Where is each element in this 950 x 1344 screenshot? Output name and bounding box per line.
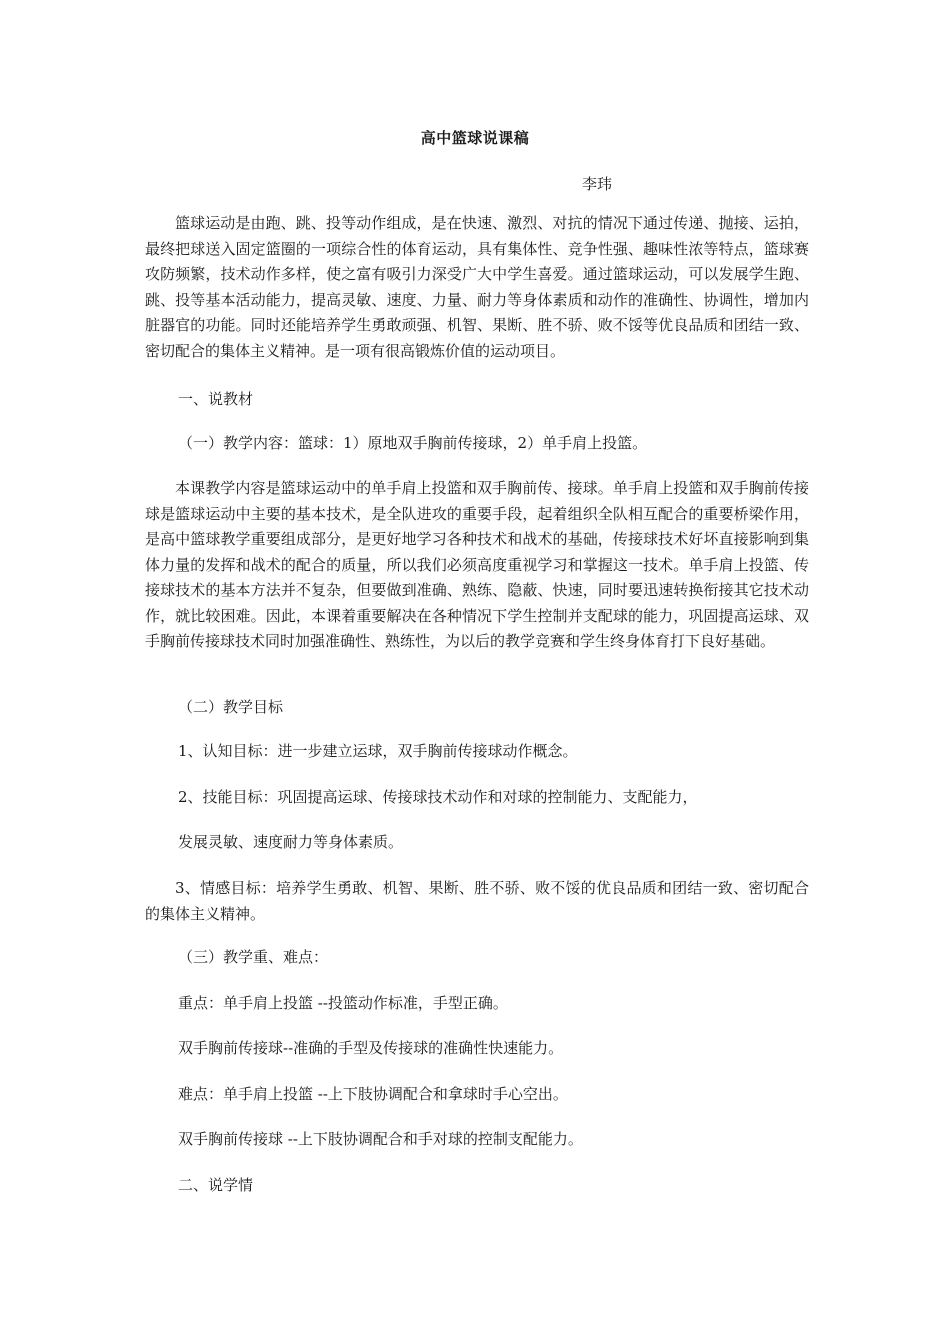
- difficulty-passing: 双手胸前传接球 --上下肢协调配合和手对球的控制支配能力。: [178, 1130, 583, 1148]
- emotional-goal: 3、情感目标：培养学生勇敢、机智、果断、胜不骄、败不馁的优良品质和团结一致、密切配合的集体主义精神。: [145, 879, 809, 923]
- difficulty-shooting: 难点：单手肩上投篮 --上下肢协调配合和拿球时手心空出。: [178, 1085, 568, 1103]
- key-points-heading: （三）教学重、难点：: [178, 948, 329, 966]
- skill-goal: 2、技能目标：巩固提高运球、传接球技术动作和对球的控制能力、支配能力，: [178, 788, 698, 806]
- teaching-goals-heading: （二）教学目标: [178, 698, 284, 716]
- teaching-content-paragraph: 本课教学内容是篮球运动中的单手肩上投篮和双手胸前传、接球。单手肩上投篮和双手胸前传接球是篮球运动中主要的基本技术，是全队进攻的重要手段，起着组织全队相互配合的重要桥梁作用，是高中篮球教学重要组成部分，是更好地学习各种技术和战术的基础，传接球技术好坏直接影响到集体力量的发挥和战术的配合的质量，所以我们必须高度重视学习和掌握这一技术。单手肩上投篮、传接球技术的基本方法并不复杂，但要做到准确、熟练、隐蔽、快速，同时要迅速转换衔接其它技术动作，就比较困难。因此，本课着重要解决在各种情况下学生控制并支配球的能力，巩固提高运球、双手胸前传接球技术同时加强准确性、熟练性，为以后的教学竞赛和学生终身体育打下良好基础。: [145, 479, 809, 650]
- section-heading-students: 二、说学情: [178, 1176, 254, 1194]
- section-heading-materials: 一、说教材: [178, 390, 254, 408]
- intro-paragraph: 篮球运动是由跑、跳、投等动作组成，是在快速、激烈、对抗的情况下通过传递、抛接、运拍，最终把球送入固定篮圈的一项综合性的体育运动，具有集体性、竞争性强、趣味性浓等特点，篮球赛攻防频繁，技术动作多样，使之富有吸引力深受广大中学生喜爱。通过篮球运动，可以发展学生跑、跳、投等基本活动能力，提高灵敏、速度、力量、耐力等身体素质和动作的准确性、协调性，增加内脏器官的功能。同时还能培养学生勇敢顽强、机智、果断、胜不骄、败不馁等优良品质和团结一致、密切配合的集体主义精神。是一项有很高锻炼价值的运动项目。: [145, 214, 809, 360]
- author-name: 李玮: [582, 175, 613, 193]
- document-title: 高中篮球说课稿: [420, 129, 530, 147]
- skill-goal-continued: 发展灵敏、速度耐力等身体素质。: [178, 833, 404, 851]
- key-point-shooting: 重点：单手肩上投篮 --投篮动作标准，手型正确。: [178, 994, 508, 1012]
- teaching-content-heading: （一）教学内容：篮球：1）原地双手胸前传接球，2）单手肩上投篮。: [178, 434, 648, 452]
- key-point-passing: 双手胸前传接球--准确的手型及传接球的准确性快速能力。: [178, 1039, 564, 1057]
- cognitive-goal: 1、认知目标：进一步建立运球，双手胸前传接球动作概念。: [178, 742, 578, 760]
